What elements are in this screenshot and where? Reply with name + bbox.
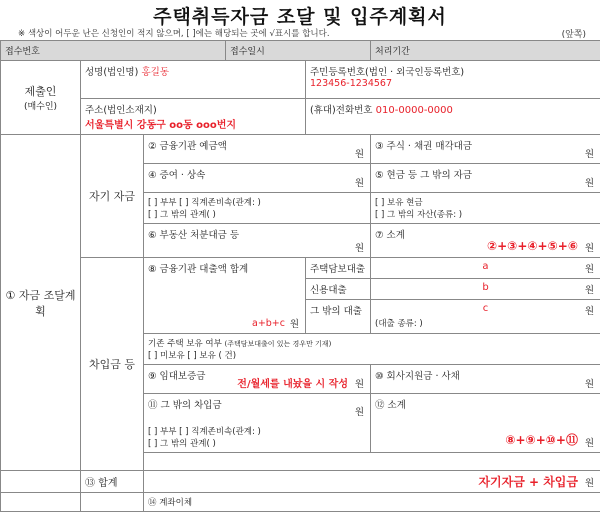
- company-support-cell[interactable]: [371, 365, 600, 394]
- total-cell[interactable]: [144, 471, 600, 493]
- stock-cell[interactable]: [371, 135, 600, 164]
- lease-deposit-cell[interactable]: [144, 365, 371, 394]
- unit-won: 원: [585, 435, 594, 449]
- gift-relation-cell[interactable]: [144, 193, 371, 224]
- unit-won: 원: [585, 282, 594, 296]
- lease-deposit-note: 전/월세를 내놨을 시 작성: [237, 375, 348, 390]
- instruction-note: ※ 색상이 어두운 난은 신청인이 적지 않으며, [ ]에는 해당되는 곳에 √표시를 합니다.: [18, 27, 330, 39]
- next-row-cell: [144, 493, 600, 512]
- cash-type-cell[interactable]: [371, 193, 600, 224]
- existing-house-cell[interactable]: [144, 334, 600, 365]
- document-title: 주택취득자금 조달 및 입주계획서: [0, 2, 600, 29]
- loan-type[interactable]: (대출 종류: ): [375, 317, 596, 329]
- credit-loan-value-cell[interactable]: [371, 279, 600, 300]
- other-loan-value: c: [483, 303, 489, 314]
- loan-section-label: 차입금 등: [81, 258, 144, 471]
- loan-total-label: ⑧ 금융기관 대출액 합계: [148, 264, 248, 275]
- credit-loan-label: 신용대출: [306, 279, 371, 300]
- submitter-label: 제출인: [5, 83, 76, 99]
- reg-number-value: 123456-1234567: [310, 78, 596, 89]
- name-label: 성명(법인명): [85, 67, 138, 78]
- mortgage-value-cell[interactable]: [371, 258, 600, 279]
- unit-won: 원: [355, 240, 364, 254]
- own-funds-label: 자기 자금: [81, 135, 144, 258]
- gift-label: ④ 증여 · 상속: [148, 170, 205, 181]
- cash-label: ⑤ 현금 등 그 밖의 자금: [375, 170, 472, 181]
- reg-number-label: 주민등록번호(법인 · 외국인등록번호): [310, 64, 596, 78]
- unit-won: 원: [355, 404, 364, 418]
- submitter-label-cell: [1, 61, 81, 135]
- name-value: 홍길동: [142, 67, 170, 78]
- loan-total-cell[interactable]: [144, 258, 306, 334]
- name-cell[interactable]: [81, 61, 306, 99]
- total-formula: 자기자금 + 차입금: [478, 473, 578, 490]
- existing-house-note: (주택담보대출이 있는 경우만 기재): [225, 340, 332, 348]
- unit-won: 원: [585, 376, 594, 390]
- loan-total-formula: a+b+c: [252, 318, 285, 329]
- reg-number-cell[interactable]: [306, 61, 600, 99]
- credit-loan-value: b: [482, 282, 488, 293]
- borrow-relation-check1[interactable]: [ ] 부부 [ ] 직계존비속(관계: ): [148, 425, 366, 437]
- unit-won: 원: [355, 376, 364, 390]
- total-blank: [1, 471, 81, 493]
- existing-house-label: 기존 주택 보유 여부: [148, 339, 222, 349]
- gift-relation-check2[interactable]: [ ] 그 밖의 관계( ): [148, 208, 366, 220]
- other-loan-label: 그 밖의 대출: [306, 300, 371, 334]
- other-borrow-cell[interactable]: [144, 394, 371, 453]
- loan-subtotal-cell[interactable]: [371, 394, 600, 453]
- loan-subtotal-formula: ⑧+⑨+⑩+⑪: [505, 431, 578, 448]
- existing-house-options[interactable]: [ ] 미보유 [ ] 보유 ( 건): [148, 349, 596, 361]
- unit-won: 원: [585, 475, 594, 489]
- transfer-label: ⑭ 계좌이체: [148, 498, 192, 508]
- loan-subtotal-label: ⑫ 소계: [375, 400, 406, 411]
- realestate-cell[interactable]: [144, 224, 371, 258]
- gift-cell[interactable]: [144, 164, 371, 193]
- unit-won: 원: [585, 261, 594, 275]
- own-subtotal-label: ⑦ 소계: [375, 230, 405, 241]
- unit-won: 원: [585, 146, 594, 160]
- unit-won: 원: [290, 316, 299, 330]
- total-label: ⑬ 합계: [81, 471, 144, 493]
- own-subtotal-formula: ②+③+④+⑤+⑥: [487, 239, 578, 253]
- cash-type-check1[interactable]: [ ] 보유 현금: [375, 196, 596, 208]
- unit-won: 원: [585, 240, 594, 254]
- unit-won: 원: [585, 175, 594, 189]
- other-loan-value-cell[interactable]: [371, 300, 600, 334]
- mortgage-value: a: [482, 261, 488, 272]
- phone-value: 010-0000-0000: [376, 105, 453, 116]
- phone-label: (휴대)전화번호: [310, 105, 372, 116]
- unit-won: 원: [585, 303, 594, 317]
- cash-cell[interactable]: [371, 164, 600, 193]
- address-label: 주소(법인소재지): [85, 102, 301, 116]
- receipt-date: 접수일시: [226, 41, 371, 61]
- phone-cell[interactable]: [306, 99, 600, 135]
- submitter-sublabel: (매수인): [5, 99, 76, 112]
- unit-won: 원: [355, 146, 364, 160]
- realestate-label: ⑥ 부동산 처분대금 등: [148, 230, 239, 241]
- funding-plan-table: [0, 40, 600, 512]
- mortgage-label: 주택담보대출: [306, 258, 371, 279]
- receipt-number: 접수번호: [1, 41, 226, 61]
- stock-label: ③ 주식 · 채권 매각대금: [375, 141, 472, 152]
- other-borrow-label: ⑪ 그 밖의 차입금: [148, 397, 366, 411]
- lease-deposit-label: ⑨ 임대보증금: [148, 368, 366, 382]
- own-subtotal-cell[interactable]: [371, 224, 600, 258]
- borrow-relation-check2[interactable]: [ ] 그 밖의 관계( ): [148, 437, 366, 449]
- address-cell[interactable]: [81, 99, 306, 135]
- address-value: 서울특별시 강동구 oo동 ooo번지: [85, 116, 301, 131]
- cash-type-check2[interactable]: [ ] 그 밖의 자산(종류: ): [375, 208, 596, 220]
- deposit-cell[interactable]: [144, 135, 371, 164]
- deposit-label: ② 금융기관 예금액: [148, 141, 227, 152]
- page-side-label: (앞쪽): [562, 27, 586, 40]
- unit-won: 원: [355, 175, 364, 189]
- gift-relation-check1[interactable]: [ ] 부부 [ ] 직계존비속(관계: ): [148, 196, 366, 208]
- header-row: [1, 41, 600, 61]
- processing-period: 처리기간: [371, 41, 600, 61]
- company-support-label: ⑩ 회사지원금 · 사채: [375, 371, 460, 382]
- funding-section-label: ① 자금 조달계획: [1, 135, 81, 471]
